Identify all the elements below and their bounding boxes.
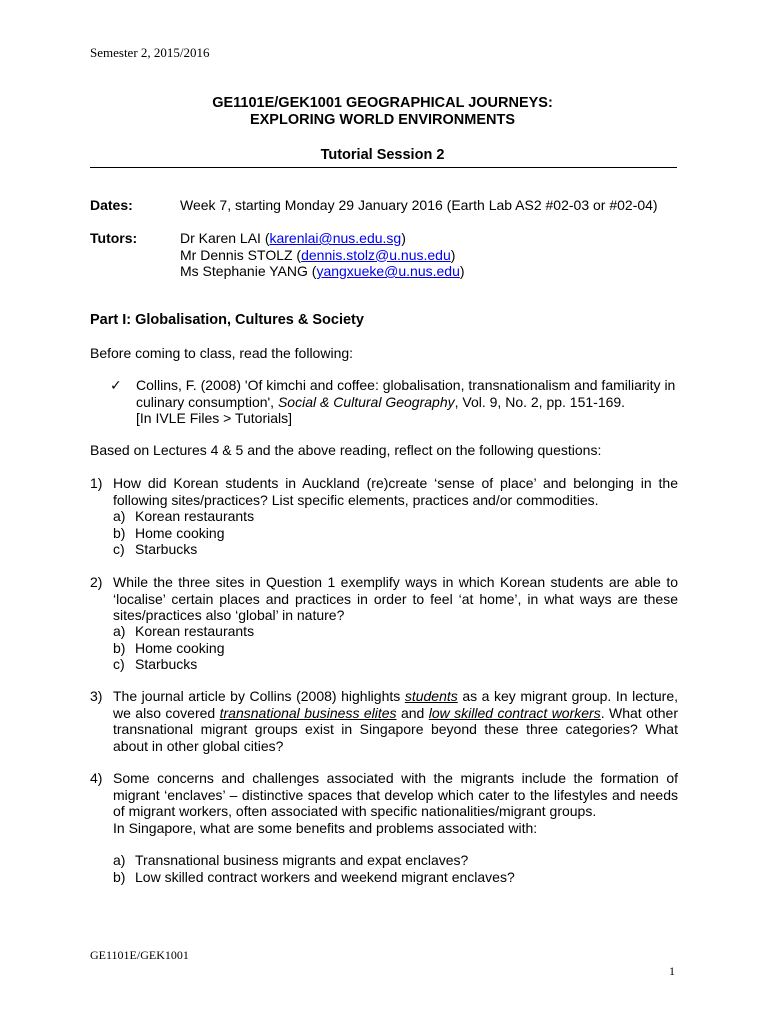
item-text: Starbucks [135,541,198,557]
citation-line: Collins, F. (2008) 'Of kimchi and coffee: globalisation, transnationalism and familiarity in [136,377,676,393]
tutor-email-link[interactable]: dennis.stolz@u.nus.edu [301,246,451,263]
list-item [113,508,254,525]
question-text-segment: . What other transnational migrant groups exist in Singapore beyond these three categories? What about in other global cities? [113,704,678,754]
item-text: Korean restaurants [135,508,255,524]
list-item [113,623,254,640]
course-title-line1: GE1101E/GEK1001 GEOGRAPHICAL JOURNEYS: [212,95,553,111]
citation-text: , Vol. 9, No. 2, pp. 151-169. [454,393,626,410]
list-item [113,525,254,542]
tutor-entry [180,263,465,280]
citation-text: culinary consumption', [136,393,278,410]
item-text: Starbucks [135,656,198,672]
citation-location: [In IVLE Files > Tutorials] [136,410,293,426]
item-letter: a) [113,623,126,639]
question-number: 2) [90,574,103,590]
course-title-line2: EXPLORING WORLD ENVIRONMENTS [249,112,516,128]
item-text: Transnational business migrants and expat enclaves? [135,852,469,868]
tutor-name: Mr Dennis STOLZ ( [180,246,302,263]
reading-citation [136,377,681,427]
tutor-entry [180,230,465,247]
part1-heading: Part I: Globalisation, Cultures & Society [90,312,364,328]
item-text: Korean restaurants [135,623,255,639]
tutor-entry [180,247,465,264]
question-4-text: Some concerns and challenges associated with the migrants include the formation of migrant ‘enclaves’ – distinctive spaces that develop which cater to the lifestyles and needs of migrant workers, often associated with specific nationalities/migrant groups. [113,770,678,819]
item-letter: c) [113,541,125,557]
item-text: Low skilled contract workers and weekend migrant enclaves? [135,868,515,885]
emphasis-students: students [404,688,458,704]
footer-course-code: GE1101E/GEK1001 [90,948,189,962]
list-item [113,869,515,886]
question-4-prompt: In Singapore, what are some benefits and problems associated with: [113,820,538,836]
item-text: Home cooking [135,524,225,541]
tutor-email-link[interactable]: karenlai@nus.edu.sg [269,230,402,246]
reflect-instruction: Based on Lectures 4 & 5 and the above reading, reflect on the following questions: [90,442,602,458]
title-divider [90,167,677,168]
tutor-close-paren: ) [450,246,456,263]
question-text-segment: and [396,704,429,721]
question-text-segment: as a key migrant group. In lecture, we also covered [113,688,678,721]
reading-intro: Before coming to class, read the following: [90,345,354,361]
semester-label: Semester 2, 2015/2016 [90,45,210,60]
question-text-segment: The journal article by Collins (2008) highlights [113,688,405,704]
item-letter: b) [113,868,126,885]
dates-value: Week 7, starting Monday 29 January 2016 (Earth Lab AS2 #02-03 or #02-04) [180,197,658,213]
item-letter: a) [113,852,126,868]
question-2-text: While the three sites in Question 1 exemplify ways in which Korean students are able to ‘localise’ certain places and practices in order to feel ‘at home’, in what ways are these sites/practices also ‘global’ in nature? [113,574,678,623]
item-letter: c) [113,656,125,672]
question-number: 4) [90,770,103,786]
list-item [113,656,254,673]
emphasis-contract-workers: low skilled contract workers [428,704,601,721]
tutor-list [180,230,465,280]
tutor-name: Ms Stephanie YANG ( [180,263,317,279]
checkmark-icon: ✓ [110,377,122,393]
dates-label: Dates: [90,197,133,213]
emphasis-business-elites: transnational business elites [219,704,397,721]
page-number: 1 [669,964,675,978]
list-item [113,640,254,657]
list-item [113,541,254,558]
question-4-items [113,852,515,885]
tutor-name: Dr Karen LAI ( [180,230,270,246]
journal-title: Social & Cultural Geography [277,393,455,410]
item-letter: b) [113,639,126,656]
question-1-items [113,508,254,558]
question-number: 1) [90,475,103,491]
session-title: Tutorial Session 2 [320,147,445,163]
item-text: Home cooking [135,639,225,656]
list-item [113,852,515,869]
tutor-email-link[interactable]: yangxueke@u.nus.edu [316,263,460,279]
question-2-items [113,623,254,673]
question-3-text [113,688,678,754]
tutor-close-paren: ) [401,230,406,246]
item-letter: b) [113,524,126,541]
citation-line [136,394,681,411]
tutor-close-paren: ) [459,263,465,279]
question-number: 3) [90,688,103,704]
tutors-label: Tutors: [90,230,138,246]
question-1-text: How did Korean students in Auckland (re)create ‘sense of place’ and belonging in the following sites/practices? List specific elements, practices and/or commodities. [113,475,678,508]
item-letter: a) [113,508,126,524]
